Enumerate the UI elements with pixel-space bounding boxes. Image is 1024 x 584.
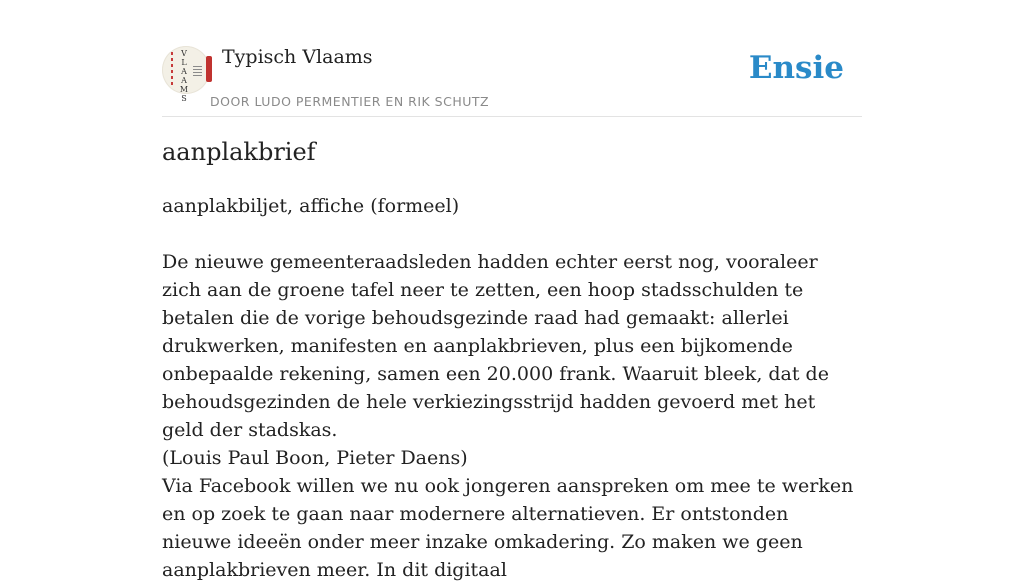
definition-text: aanplakbiljet, affiche (formeel) <box>162 195 460 217</box>
entry-content <box>162 192 862 584</box>
logo-text: V L A A M S <box>179 49 189 103</box>
quote-text: De nieuwe gemeenteraadsleden hadden echter eerst nog, vooraleer zich aan de groene tafel neer te zetten, een hoop stadsschulden te betalen die de vorige behoudsgezinde raad had gemaakt: allerlei drukwerken, manifesten en aanplakbrieven, plus een bijkomende onbepaalde rekening, samen een 20.000 frank. Waaruit bleek, dat de behoudsgezinden de hele verkiezingsstrijd hadden gevoerd met het geld der stadskas. <box>162 251 829 441</box>
page-title: aanplakbrief <box>162 138 316 166</box>
site-title[interactable]: Typisch Vlaams <box>222 46 373 68</box>
logo-decoration <box>171 52 173 86</box>
quote-source: (Louis Paul Boon, Pieter Daens) <box>162 447 468 469</box>
author-byline: DOOR LUDO PERMENTIER EN RIK SCHUTZ <box>210 94 490 109</box>
ensie-brand-logo[interactable]: Ensie <box>748 50 844 86</box>
book-cover-logo[interactable] <box>162 46 210 103</box>
logo-decoration <box>206 56 212 82</box>
site-header <box>162 42 862 117</box>
logo-decoration <box>193 66 202 76</box>
example-text: Via Facebook willen we nu ook jongeren aanspreken om mee te werken en op zoek te gaan naar modernere alternatieven. Er ontstonden nieuwe ideeën onder meer inzake omkadering. Zo maken we geen aanplakbrieven meer. In dit digitaal <box>162 475 854 581</box>
